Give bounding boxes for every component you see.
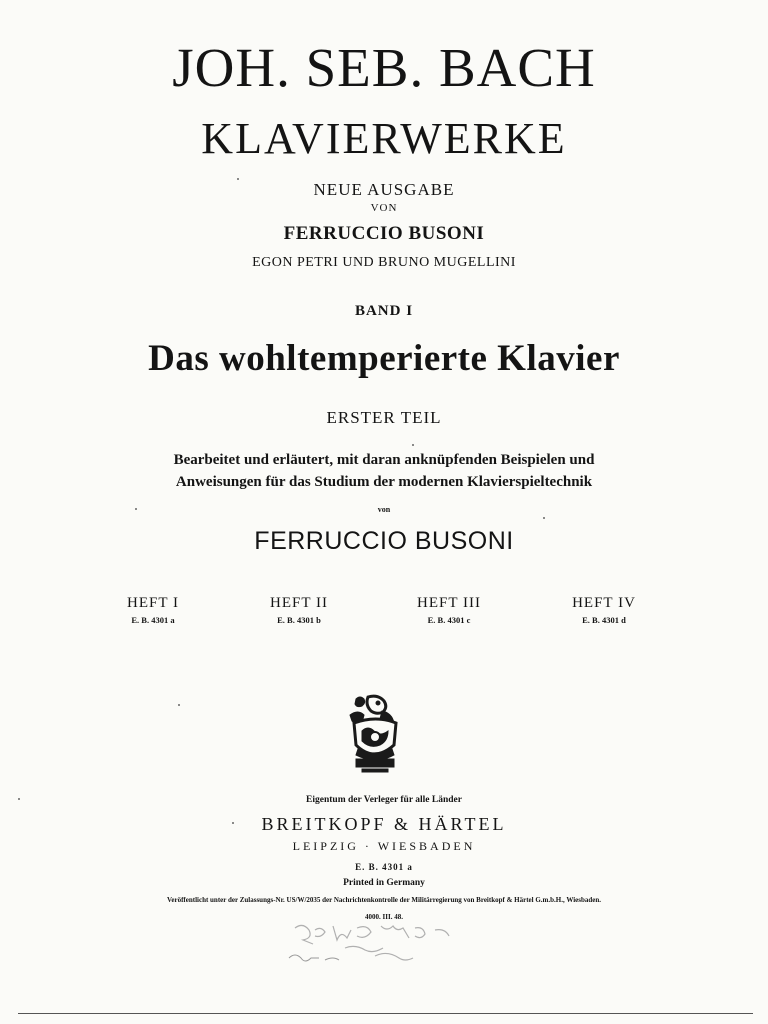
catalog-number: E. B. 4301 a	[355, 862, 413, 872]
description-von: von	[377, 505, 391, 514]
print-speck	[178, 704, 180, 706]
print-speck	[135, 508, 137, 510]
ownership-note: Eigentum der Verleger für alle Länder	[306, 795, 462, 805]
heft-item-4	[539, 595, 669, 625]
heft-item-1	[88, 595, 218, 625]
volume-label: BAND I	[354, 303, 414, 319]
edition-label: NEUE AUSGABE	[313, 180, 455, 199]
heft-title: HEFT III	[417, 595, 481, 611]
heft-catalog-number: E. B. 4301 d	[582, 614, 626, 625]
publisher-name: BREITKOPF & HÄRTEL	[261, 814, 507, 834]
heft-catalog-number: E. B. 4301 b	[277, 614, 321, 625]
publisher-city: LEIPZIG · WIESBADEN	[292, 839, 476, 853]
part-label: ERSTER TEIL	[326, 408, 442, 427]
print-speck	[237, 178, 239, 180]
heft-item-2	[234, 595, 364, 625]
heft-item-3	[384, 595, 514, 625]
printed-note: Printed in Germany	[343, 878, 425, 888]
work-title: Das wohltemperierte Klavier	[148, 338, 620, 379]
edition-editor: FERRUCCIO BUSONI	[283, 223, 485, 244]
heft-title: HEFT IV	[572, 595, 636, 611]
collection-title: KLAVIERWERKE	[201, 114, 567, 163]
heft-title: HEFT II	[270, 595, 328, 611]
license-note: Veröffentlicht unter der Zulassungs-Nr. US/W/2035 der Nachrichtenkontrolle der Militärregierung von Breitkopf & Härtel G.m.b.H., Wiesbaden.	[166, 896, 602, 904]
print-speck	[232, 822, 234, 824]
print-speck	[543, 517, 545, 519]
heft-title: HEFT I	[127, 595, 179, 611]
heft-catalog-number: E. B. 4301 c	[427, 614, 471, 625]
description-line-1: Bearbeitet und erläutert, mit daran anknüpfenden Beispielen und	[173, 452, 595, 468]
stamp-number: 4000. III. 48.	[365, 913, 403, 921]
description-line-2: Anweisungen für das Studium der modernen Klavierspieltechnik	[175, 474, 593, 490]
edition-von: VON	[370, 202, 398, 214]
faded-library-stamp	[285, 918, 485, 968]
heft-catalog-number: E. B. 4301 a	[131, 614, 175, 625]
print-speck	[412, 444, 414, 446]
breitkopf-haertel-bear-emblem-icon	[342, 693, 408, 775]
edition-assistants: EGON PETRI UND BRUNO MUGELLINI	[252, 255, 516, 270]
bottom-rule	[18, 1013, 753, 1014]
print-speck	[18, 798, 20, 800]
arranger-name: FERRUCCIO BUSONI	[254, 527, 514, 555]
composer-name: JOH. SEB. BACH	[172, 37, 596, 98]
